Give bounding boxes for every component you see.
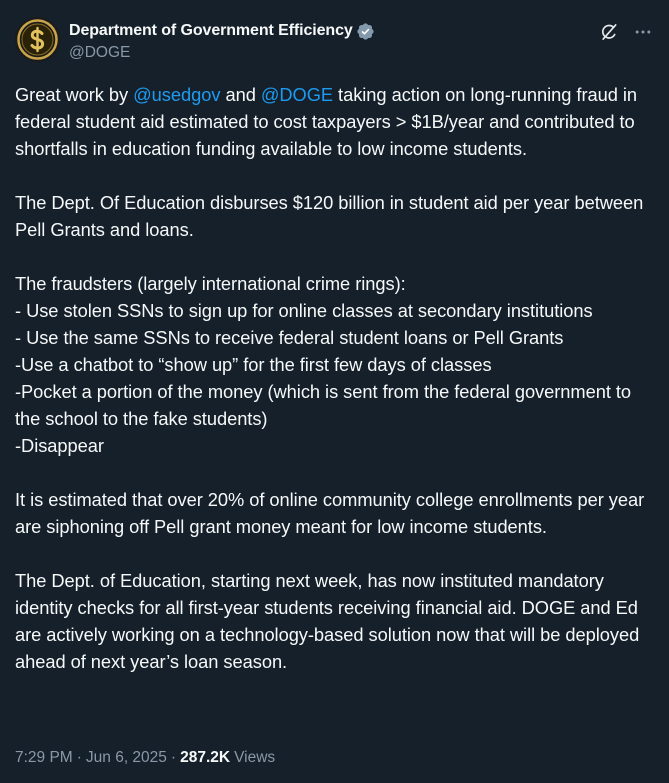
display-name-row: [69, 20, 375, 42]
tweet-text-segment: taking action on long-running fraud in federal student aid estimated to cost taxpayers > $1B/year and contributed to shortfalls in education funding available to low income students.: [15, 84, 637, 159]
tweet-paragraph-4: It is estimated that over 20% of online community college enrollments per year are siphoning off Pell grant money meant for low income students.: [15, 489, 645, 537]
fraud-list-item: -Disappear: [15, 435, 104, 456]
fraud-list-item: -Use a chatbot to “show up” for the first few days of classes: [15, 354, 492, 375]
tweet-date: Jun 6, 2025: [85, 749, 167, 766]
author-handle[interactable]: @DOGE: [69, 44, 131, 61]
display-name[interactable]: Department of Government Efficiency: [69, 22, 353, 39]
grok-icon[interactable]: [598, 21, 620, 43]
fraud-list-item: - Use stolen SSNs to sign up for online classes at secondary institutions: [15, 300, 593, 321]
meta-separator: ·: [170, 749, 177, 766]
meta-separator: ·: [76, 749, 82, 766]
tweet-header: [15, 17, 654, 65]
tweet-paragraph-5: The Dept. of Education, starting next week, has now instituted mandatory identity checks for all first-year students receiving financial aid. DOGE and Ed are actively working on a technology-based solution now that will be deployed ahead of next year’s loan season.: [15, 570, 640, 672]
fraud-list-item: -Pocket a portion of the money (which is sent from the federal government to the school to the fake students): [15, 381, 632, 429]
mention-usedgov-link[interactable]: @usedgov: [133, 84, 221, 105]
tweet-paragraph-2: The Dept. Of Education disburses $120 billion in student aid per year between Pell Grants and loans.: [15, 192, 644, 240]
tweet-paragraph-3: [15, 270, 655, 459]
fraud-list-heading: The fraudsters (largely international crime rings):: [15, 273, 406, 294]
mention-doge-link[interactable]: @DOGE: [260, 84, 334, 105]
views-count: 287.2K: [180, 749, 231, 766]
tweet-timestamp-link[interactable]: [15, 749, 167, 767]
verified-badge-icon[interactable]: [356, 22, 375, 41]
tweet-meta: [15, 749, 275, 767]
header-actions: [598, 21, 654, 43]
tweet-text-segment: Great work by: [15, 84, 134, 105]
fraud-list-item: - Use the same SSNs to receive federal student loans or Pell Grants: [15, 327, 564, 348]
doge-seal-icon: [15, 17, 60, 62]
author-names: [69, 20, 375, 62]
tweet-text-segment: and: [220, 84, 261, 105]
more-options-icon[interactable]: [632, 21, 654, 43]
views-label: Views: [234, 749, 276, 766]
tweet-time: 7:29 PM: [15, 749, 73, 766]
avatar[interactable]: [15, 17, 60, 62]
tweet-paragraph-1: [15, 81, 655, 162]
tweet-body: [15, 81, 655, 675]
